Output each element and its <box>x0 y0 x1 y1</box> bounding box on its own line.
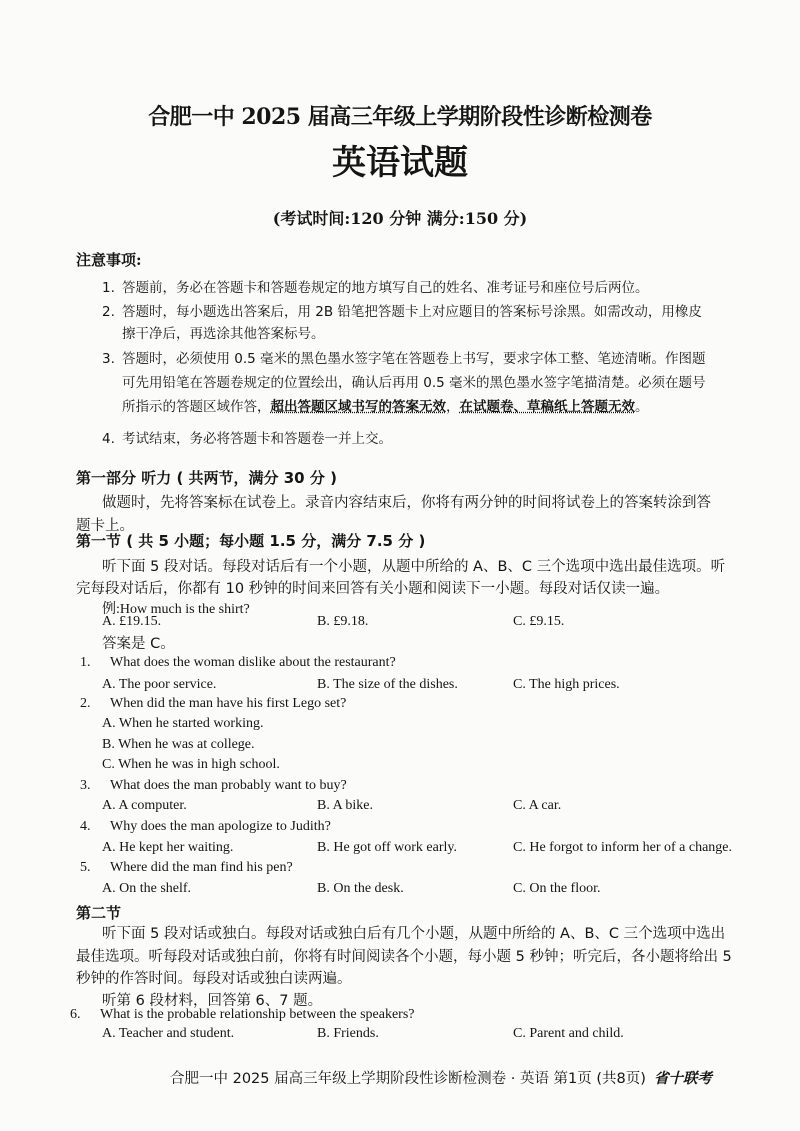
question-number: 1. <box>80 655 91 670</box>
q1-option-c: C. The high prices. <box>513 677 620 692</box>
notice-item-3-cont2 <box>122 395 649 415</box>
section2-instructions-cont: 最佳选项。听每段对话或独白前，你将有时间阅读各个小题，每小题 5 秒钟；听完后，各小题将给出 5 <box>76 949 732 965</box>
example-answer: 答案是 C。 <box>102 636 175 652</box>
question-text: Why does the man apologize to Judith? <box>110 819 331 834</box>
time-info: (考试时间:120 分钟 满分:150 分) <box>272 209 528 228</box>
q3-option-b: B. A bike. <box>317 798 374 813</box>
question-text: What does the woman dislike about the restaurant? <box>110 655 396 670</box>
notice-item-text: 答题时，必须使用 0.5 毫米的黑色墨水签字笔在答题卷上书写，要求字体工整、笔迹清晰。作图题 <box>122 351 706 367</box>
notice-heading: 注意事项: <box>76 251 142 269</box>
exam-title: 合肥一中 2025 届高三年级上学期阶段性诊断检测卷 <box>148 104 652 130</box>
notice-item-num: 1. <box>102 280 115 296</box>
page-footer <box>170 1067 712 1088</box>
q5-option-a: A. On the shelf. <box>102 881 192 896</box>
section2-material: 听第 6 段材料，回答第 6、7 题。 <box>102 993 323 1009</box>
part1-instructions-cont: 题卡上。 <box>76 518 134 534</box>
notice-item-3 <box>102 347 706 367</box>
notice-item-num: 4. <box>102 431 115 447</box>
subject-title: 英语试题 <box>332 143 468 183</box>
q3-option-c: C. A car. <box>513 798 562 813</box>
part1-heading: 第一部分 听力 ( 共两节，满分 30 分 ) <box>76 469 337 487</box>
example-option-c: C. £9.15. <box>513 614 565 629</box>
notice-item-text: 答题时，每小题选出答案后，用 2B 铅笔把答题卡上对应题目的答案标号涂黑。如需改动，用橡皮 <box>122 304 702 320</box>
question-number: 6. <box>70 1007 81 1022</box>
notice-item-3-cont: 可先用铅笔在答题卷规定的位置绘出，确认后再用 0.5 毫米的黑色墨水签字笔描清楚。必须在题号 <box>122 375 706 391</box>
notice-item-text: 考试结束，务必将答题卡和答题卷一并上交。 <box>122 431 392 447</box>
q6-option-b: B. Friends. <box>317 1026 379 1041</box>
example-option-a: A. £19.15. <box>102 614 162 629</box>
notice-item-2 <box>102 300 702 320</box>
question-6 <box>70 1007 415 1023</box>
q2-option-c: C. When he was in high school. <box>102 757 280 772</box>
q4-option-b: B. He got off work early. <box>317 840 457 855</box>
notice-emphasis-2: 在试题卷、草稿纸上答题无效 <box>459 399 635 415</box>
question-2 <box>80 696 346 712</box>
notice-item-4 <box>102 427 392 447</box>
q1-option-b: B. The size of the dishes. <box>317 677 458 692</box>
section1-instructions: 听下面 5 段对话。每段对话后有一个小题，从题中所给的 A、B、C 三个选项中选出最佳选项。听 <box>102 559 726 575</box>
q1-option-a: A. The poor service. <box>102 677 217 692</box>
section1-instructions-cont: 完每段对话后，你都有 10 秒钟的时间来回答有关小题和阅读下一小题。每段对话仅读一遍。 <box>76 581 670 597</box>
q4-option-a: A. He kept her waiting. <box>102 840 234 855</box>
footer-brand: 省十联考 <box>653 1070 712 1087</box>
example-option-b: B. £9.18. <box>317 614 369 629</box>
q5-option-b: B. On the desk. <box>317 881 404 896</box>
q6-option-a: A. Teacher and student. <box>102 1026 235 1041</box>
question-1 <box>80 655 396 671</box>
section2-instructions-cont2: 秒钟的作答时间。每段对话或独白读两遍。 <box>76 971 352 987</box>
question-number: 3. <box>80 778 91 793</box>
question-text: What does the man probably want to buy? <box>110 778 347 793</box>
question-text: When did the man have his first Lego set? <box>110 696 347 711</box>
question-5 <box>80 860 293 876</box>
notice-text: 。 <box>635 399 649 415</box>
notice-item-num: 3. <box>102 351 115 367</box>
q5-option-c: C. On the floor. <box>513 881 601 896</box>
question-text: What is the probable relationship between the speakers? <box>100 1007 415 1022</box>
question-number: 4. <box>80 819 91 834</box>
footer-text: 合肥一中 2025 届高三年级上学期阶段性诊断检测卷 · 英语 第1页 (共8页) <box>170 1071 646 1087</box>
notice-item-num: 2. <box>102 304 115 320</box>
q2-option-b: B. When he was at college. <box>102 737 255 752</box>
q6-option-c: C. Parent and child. <box>513 1026 624 1041</box>
section2-instructions: 听下面 5 段对话或独白。每段对话或独白后有几个小题，从题中所给的 A、B、C 三个选项中选出 <box>102 926 726 942</box>
notice-text: ， <box>446 399 460 415</box>
example-question: 例:How much is the shirt? <box>102 602 250 617</box>
part1-instructions: 做题时，先将答案标在试卷上。录音内容结束后，你将有两分钟的时间将试卷上的答案转涂到答 <box>102 495 711 511</box>
q3-option-a: A. A computer. <box>102 798 187 813</box>
section2-heading: 第二节 <box>76 904 122 922</box>
question-3 <box>80 778 347 794</box>
notice-item-text: 答题前，务必在答题卡和答题卷规定的地方填写自己的姓名、准考证号和座位号后两位。 <box>122 280 649 296</box>
notice-item-1 <box>102 276 649 296</box>
notice-item-2-cont: 擦干净后，再选涂其他答案标号。 <box>122 326 325 342</box>
question-number: 2. <box>80 696 91 711</box>
q4-option-c: C. He forgot to inform her of a change. <box>513 840 733 855</box>
q2-option-a: A. When he started working. <box>102 716 264 731</box>
question-text: Where did the man find his pen? <box>110 860 293 875</box>
notice-emphasis-1: 超出答题区域书写的答案无效 <box>270 399 446 415</box>
question-4 <box>80 819 331 835</box>
notice-text: 所指示的答题区域作答， <box>122 399 271 415</box>
question-number: 5. <box>80 860 91 875</box>
section1-heading: 第一节 ( 共 5 小题；每小题 1.5 分，满分 7.5 分 ) <box>76 532 426 550</box>
